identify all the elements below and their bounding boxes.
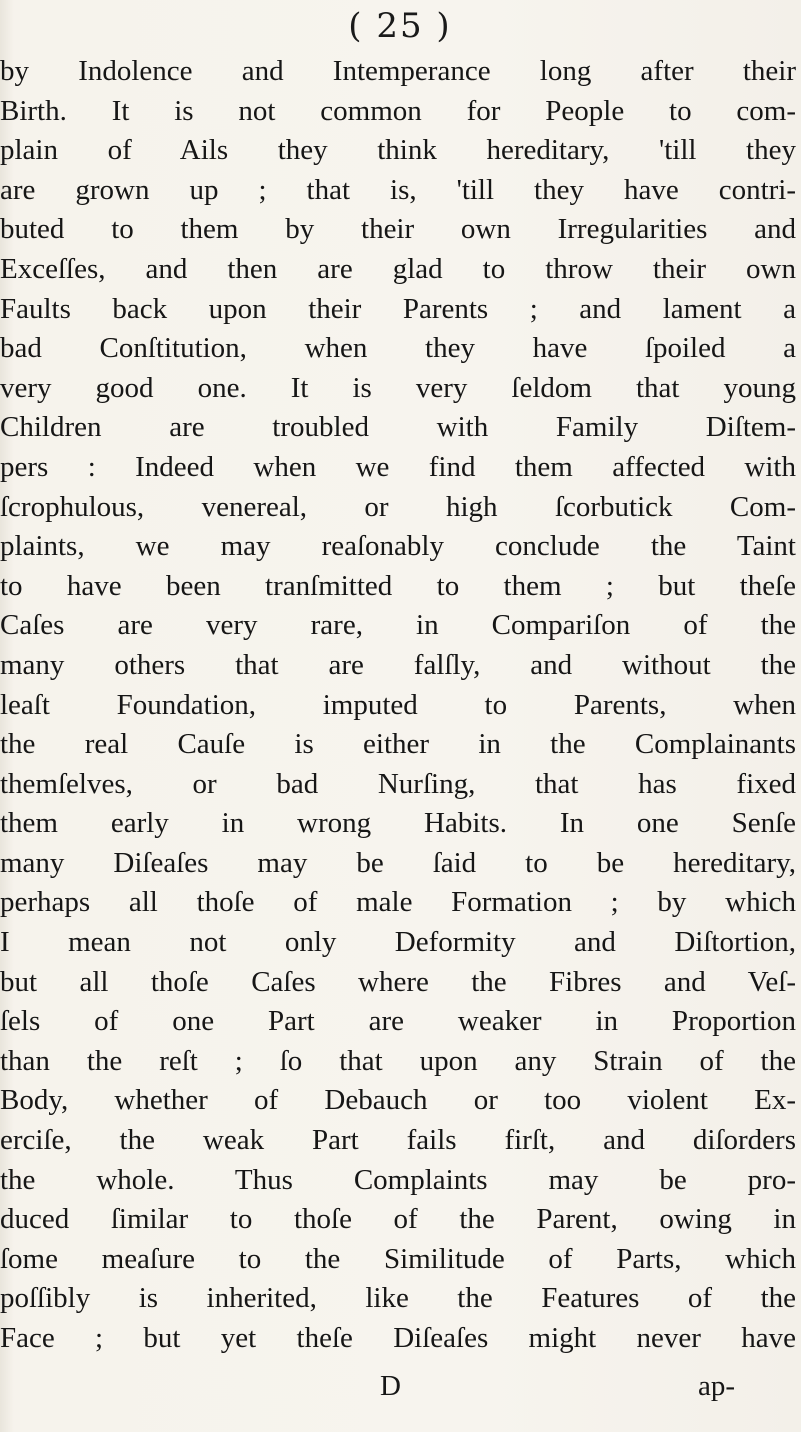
catchword: ap-: [698, 1370, 736, 1402]
text-line: Birth. It is not common for People to com-: [0, 94, 796, 127]
text-line: themſelves, or bad Nurſing, that has fixed: [0, 767, 796, 800]
text-line: Body, whether of Debauch or too violent Ex-: [0, 1084, 796, 1117]
text-line: many others that are falſly, and without the: [0, 648, 796, 681]
text-line: erciſe, the weak Part fails firſt, and diſorders: [0, 1124, 796, 1157]
text-line: plaints, we may reaſonably conclude the Taint: [0, 530, 796, 563]
text-line: Children are troubled with Family Diſtem-: [0, 411, 796, 444]
text-line: ſcrophulous, venereal, or high ſcorbutick Com-: [0, 490, 796, 523]
text-line: buted to them by their own Irregularities and: [0, 213, 796, 246]
text-line: many Diſeaſes may be ſaid to be hereditary,: [0, 846, 796, 879]
text-line: I mean not only Deformity and Diſtortion,: [0, 926, 796, 959]
text-line: leaſt Foundation, imputed to Parents, when: [0, 688, 796, 721]
text-line: poſſibly is inherited, like the Features of the: [0, 1282, 796, 1315]
page-footer: [0, 1370, 801, 1410]
text-line: bad Conſtitution, when they have ſpoiled a: [0, 332, 796, 365]
text-line: but all thoſe Caſes where the Fibres and Veſ-: [0, 965, 796, 998]
text-line: to have been tranſmitted to them ; but theſe: [0, 569, 796, 602]
text-line: plain of Ails they think hereditary, 'till they: [0, 134, 796, 167]
text-line: than the reſt ; ſo that upon any Strain of the: [0, 1044, 796, 1077]
text-line: the whole. Thus Complaints may be pro-: [0, 1163, 796, 1196]
text-line: Exceſſes, and then are glad to throw their own: [0, 252, 796, 285]
text-line: are grown up ; that is, 'till they have contri-: [0, 173, 796, 206]
text-line: ſome meaſure to the Similitude of Parts, which: [0, 1242, 796, 1275]
text-line: Faults back upon their Parents ; and lament a: [0, 292, 796, 325]
page-number: ( 25 ): [348, 6, 452, 46]
text-line: the real Cauſe is either in the Complainants: [0, 728, 796, 761]
signature-mark: D: [380, 1370, 401, 1402]
text-line: by Indolence and Intemperance long after their: [0, 55, 796, 87]
text-line: very good one. It is very ſeldom that young: [0, 371, 796, 404]
text-line: pers : Indeed when we find them affected with: [0, 450, 796, 483]
text-line: ſels of one Part are weaker in Proportion: [0, 1005, 796, 1038]
text-line: Face ; but yet theſe Diſeaſes might never have: [0, 1322, 796, 1354]
body-text: [0, 52, 796, 1359]
text-line: duced ſimilar to thoſe of the Parent, owing in: [0, 1203, 796, 1236]
text-line: them early in wrong Habits. In one Senſe: [0, 807, 796, 840]
text-line: perhaps all thoſe of male Formation ; by which: [0, 886, 796, 919]
text-line: Caſes are very rare, in Compariſon of the: [0, 609, 796, 642]
